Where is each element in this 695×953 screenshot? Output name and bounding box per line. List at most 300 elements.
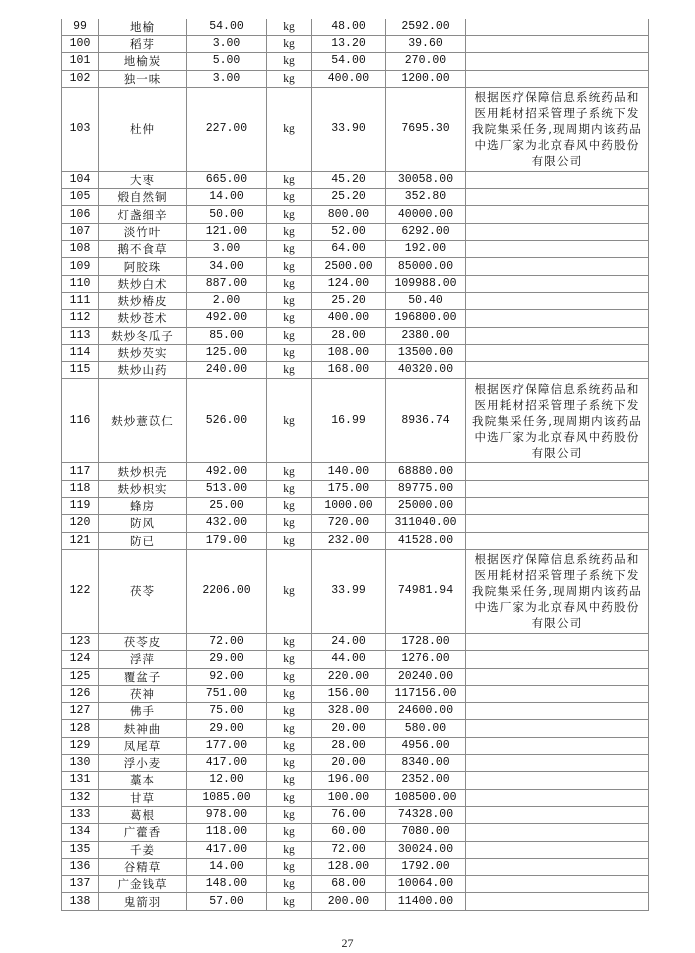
quantity-cell: 34.00 [187, 258, 267, 275]
unit-price-cell: 156.00 [312, 685, 386, 702]
herb-name-cell: 麸神曲 [99, 720, 187, 737]
unit-cell: kg [267, 292, 312, 309]
unit-cell: kg [267, 258, 312, 275]
unit-cell: kg [267, 189, 312, 206]
quantity-cell: 148.00 [187, 876, 267, 893]
table-row [62, 685, 649, 702]
unit-cell: kg [267, 703, 312, 720]
unit-cell: kg [267, 463, 312, 480]
row-number-cell: 101 [62, 53, 99, 70]
quantity-cell: 54.00 [187, 19, 267, 36]
herb-name-cell: 灯盏细辛 [99, 206, 187, 223]
quantity-cell: 887.00 [187, 275, 267, 292]
quantity-cell: 3.00 [187, 241, 267, 258]
unit-cell: kg [267, 876, 312, 893]
unit-cell: kg [267, 206, 312, 223]
unit-cell: kg [267, 806, 312, 823]
table-row [62, 310, 649, 327]
unit-cell: kg [267, 532, 312, 549]
row-number-cell: 116 [62, 379, 99, 463]
quantity-cell: 125.00 [187, 344, 267, 361]
amount-cell: 8936.74 [386, 379, 466, 463]
unit-cell: kg [267, 362, 312, 379]
unit-price-cell: 2500.00 [312, 258, 386, 275]
amount-cell: 50.40 [386, 292, 466, 309]
row-number-cell: 134 [62, 824, 99, 841]
quantity-cell: 665.00 [187, 171, 267, 188]
remark-cell [466, 223, 649, 240]
quantity-cell: 118.00 [187, 824, 267, 841]
row-number-cell: 103 [62, 87, 99, 171]
herb-name-cell: 蜂房 [99, 498, 187, 515]
amount-cell: 4956.00 [386, 737, 466, 754]
herb-name-cell: 煅自然铜 [99, 189, 187, 206]
table-row [62, 824, 649, 841]
quantity-cell: 513.00 [187, 480, 267, 497]
unit-cell: kg [267, 87, 312, 171]
remark-cell [466, 720, 649, 737]
amount-cell: 109988.00 [386, 275, 466, 292]
quantity-cell: 177.00 [187, 737, 267, 754]
quantity-cell: 57.00 [187, 893, 267, 910]
amount-cell: 39.60 [386, 36, 466, 53]
herb-name-cell: 覆盆子 [99, 668, 187, 685]
table-row [62, 241, 649, 258]
remark-cell [466, 19, 649, 36]
row-number-cell: 114 [62, 344, 99, 361]
amount-cell: 74981.94 [386, 549, 466, 633]
table-row [62, 789, 649, 806]
herb-name-cell: 地榆炭 [99, 53, 187, 70]
unit-cell: kg [267, 755, 312, 772]
unit-price-cell: 45.20 [312, 171, 386, 188]
remark-cell [466, 651, 649, 668]
amount-cell: 6292.00 [386, 223, 466, 240]
quantity-cell: 25.00 [187, 498, 267, 515]
amount-cell: 270.00 [386, 53, 466, 70]
remark-cell [466, 53, 649, 70]
amount-cell: 2592.00 [386, 19, 466, 36]
quantity-cell: 3.00 [187, 70, 267, 87]
table-row [62, 515, 649, 532]
quantity-cell: 492.00 [187, 310, 267, 327]
table-row [62, 755, 649, 772]
table-row [62, 876, 649, 893]
row-number-cell: 119 [62, 498, 99, 515]
quantity-cell: 417.00 [187, 841, 267, 858]
amount-cell: 40000.00 [386, 206, 466, 223]
quantity-cell: 3.00 [187, 36, 267, 53]
herb-name-cell: 防风 [99, 515, 187, 532]
unit-cell: kg [267, 549, 312, 633]
herb-name-cell: 甘草 [99, 789, 187, 806]
row-number-cell: 133 [62, 806, 99, 823]
row-number-cell: 128 [62, 720, 99, 737]
herb-name-cell: 麸炒冬瓜子 [99, 327, 187, 344]
table-row [62, 858, 649, 875]
unit-cell: kg [267, 171, 312, 188]
herb-name-cell: 茯苓皮 [99, 633, 187, 650]
amount-cell: 74328.00 [386, 806, 466, 823]
row-number-cell: 137 [62, 876, 99, 893]
herb-name-cell: 藁本 [99, 772, 187, 789]
unit-price-cell: 72.00 [312, 841, 386, 858]
quantity-cell: 14.00 [187, 189, 267, 206]
unit-price-cell: 720.00 [312, 515, 386, 532]
unit-cell: kg [267, 720, 312, 737]
table-row [62, 362, 649, 379]
amount-cell: 30058.00 [386, 171, 466, 188]
herb-name-cell: 麸炒苍术 [99, 310, 187, 327]
unit-price-cell: 328.00 [312, 703, 386, 720]
row-number-cell: 136 [62, 858, 99, 875]
remark-cell [466, 275, 649, 292]
unit-price-cell: 25.20 [312, 189, 386, 206]
unit-price-cell: 28.00 [312, 327, 386, 344]
remark-cell [466, 893, 649, 910]
quantity-cell: 2.00 [187, 292, 267, 309]
unit-price-cell: 220.00 [312, 668, 386, 685]
unit-price-cell: 20.00 [312, 755, 386, 772]
row-number-cell: 104 [62, 171, 99, 188]
amount-cell: 2352.00 [386, 772, 466, 789]
remark-cell [466, 480, 649, 497]
row-number-cell: 125 [62, 668, 99, 685]
herb-name-cell: 麸炒白术 [99, 275, 187, 292]
amount-cell: 352.80 [386, 189, 466, 206]
unit-price-cell: 64.00 [312, 241, 386, 258]
quantity-cell: 978.00 [187, 806, 267, 823]
herb-name-cell: 大枣 [99, 171, 187, 188]
herb-name-cell: 浮小麦 [99, 755, 187, 772]
quantity-cell: 417.00 [187, 755, 267, 772]
unit-price-cell: 175.00 [312, 480, 386, 497]
amount-cell: 68880.00 [386, 463, 466, 480]
row-number-cell: 127 [62, 703, 99, 720]
table-row [62, 480, 649, 497]
unit-cell: kg [267, 480, 312, 497]
herb-name-cell: 防已 [99, 532, 187, 549]
unit-price-cell: 108.00 [312, 344, 386, 361]
herb-name-cell: 麸炒山药 [99, 362, 187, 379]
remark-cell [466, 806, 649, 823]
table-row [62, 772, 649, 789]
herb-name-cell: 葛根 [99, 806, 187, 823]
row-number-cell: 113 [62, 327, 99, 344]
row-number-cell: 108 [62, 241, 99, 258]
table-row [62, 206, 649, 223]
row-number-cell: 132 [62, 789, 99, 806]
remark-cell [466, 858, 649, 875]
unit-price-cell: 33.90 [312, 87, 386, 171]
table-row [62, 171, 649, 188]
quantity-cell: 240.00 [187, 362, 267, 379]
unit-cell: kg [267, 651, 312, 668]
unit-price-cell: 200.00 [312, 893, 386, 910]
remark-cell [466, 498, 649, 515]
remark-cell [466, 463, 649, 480]
row-number-cell: 121 [62, 532, 99, 549]
remark-cell [466, 772, 649, 789]
herb-name-cell: 鹅不食草 [99, 241, 187, 258]
amount-cell: 89775.00 [386, 480, 466, 497]
remark-cell [466, 737, 649, 754]
row-number-cell: 111 [62, 292, 99, 309]
remark-cell [466, 310, 649, 327]
quantity-cell: 14.00 [187, 858, 267, 875]
unit-cell: kg [267, 789, 312, 806]
table-row [62, 703, 649, 720]
unit-cell: kg [267, 310, 312, 327]
unit-cell: kg [267, 737, 312, 754]
unit-price-cell: 400.00 [312, 310, 386, 327]
row-number-cell: 118 [62, 480, 99, 497]
unit-price-cell: 168.00 [312, 362, 386, 379]
quantity-cell: 492.00 [187, 463, 267, 480]
quantity-cell: 227.00 [187, 87, 267, 171]
remark-cell [466, 789, 649, 806]
remark-cell [466, 206, 649, 223]
row-number-cell: 105 [62, 189, 99, 206]
amount-cell: 1728.00 [386, 633, 466, 650]
table-row [62, 19, 649, 36]
herb-name-cell: 麸炒枳壳 [99, 463, 187, 480]
page-number: 27 [341, 936, 354, 950]
herb-name-cell: 浮萍 [99, 651, 187, 668]
table-row [62, 893, 649, 910]
unit-price-cell: 124.00 [312, 275, 386, 292]
unit-price-cell: 68.00 [312, 876, 386, 893]
herb-name-cell: 广金钱草 [99, 876, 187, 893]
table-row [62, 189, 649, 206]
quantity-cell: 50.00 [187, 206, 267, 223]
herb-name-cell: 阿胶珠 [99, 258, 187, 275]
row-number-cell: 117 [62, 463, 99, 480]
amount-cell: 196800.00 [386, 310, 466, 327]
quantity-cell: 751.00 [187, 685, 267, 702]
unit-price-cell: 20.00 [312, 720, 386, 737]
unit-price-cell: 400.00 [312, 70, 386, 87]
table-row [62, 275, 649, 292]
table-row [62, 633, 649, 650]
remark-cell [466, 703, 649, 720]
table-row [62, 806, 649, 823]
remark-cell [466, 841, 649, 858]
herb-name-cell: 淡竹叶 [99, 223, 187, 240]
herb-name-cell: 杜仲 [99, 87, 187, 171]
unit-price-cell: 28.00 [312, 737, 386, 754]
unit-price-cell: 33.99 [312, 549, 386, 633]
amount-cell: 20240.00 [386, 668, 466, 685]
unit-price-cell: 60.00 [312, 824, 386, 841]
amount-cell: 40320.00 [386, 362, 466, 379]
table-row [62, 53, 649, 70]
remark-cell [466, 258, 649, 275]
remark-cell [466, 668, 649, 685]
amount-cell: 30024.00 [386, 841, 466, 858]
table-row [62, 292, 649, 309]
quantity-cell: 92.00 [187, 668, 267, 685]
amount-cell: 10064.00 [386, 876, 466, 893]
row-number-cell: 138 [62, 893, 99, 910]
unit-price-cell: 16.99 [312, 379, 386, 463]
unit-cell: kg [267, 772, 312, 789]
quantity-cell: 72.00 [187, 633, 267, 650]
row-number-cell: 107 [62, 223, 99, 240]
table-row [62, 668, 649, 685]
unit-price-cell: 232.00 [312, 532, 386, 549]
table-row [62, 651, 649, 668]
amount-cell: 24600.00 [386, 703, 466, 720]
row-number-cell: 126 [62, 685, 99, 702]
unit-price-cell: 1000.00 [312, 498, 386, 515]
amount-cell: 41528.00 [386, 532, 466, 549]
amount-cell: 117156.00 [386, 685, 466, 702]
amount-cell: 7080.00 [386, 824, 466, 841]
amount-cell: 2380.00 [386, 327, 466, 344]
table-row [62, 463, 649, 480]
amount-cell: 192.00 [386, 241, 466, 258]
amount-cell: 580.00 [386, 720, 466, 737]
unit-price-cell: 25.20 [312, 292, 386, 309]
remark-cell [466, 362, 649, 379]
table-body [62, 19, 649, 910]
remark-cell [466, 327, 649, 344]
table-row [62, 841, 649, 858]
table-row [62, 737, 649, 754]
remark-cell: 根据医疗保障信息系统药品和医用耗材招采管理子系统下发我院集采任务,现周期内该药品中选厂家为北京春风中药股份有限公司 [466, 549, 649, 633]
quantity-cell: 179.00 [187, 532, 267, 549]
remark-cell [466, 633, 649, 650]
row-number-cell: 135 [62, 841, 99, 858]
row-number-cell: 131 [62, 772, 99, 789]
table-row [62, 36, 649, 53]
quantity-cell: 29.00 [187, 651, 267, 668]
unit-cell: kg [267, 379, 312, 463]
remark-cell [466, 36, 649, 53]
unit-cell: kg [267, 275, 312, 292]
row-number-cell: 120 [62, 515, 99, 532]
unit-cell: kg [267, 70, 312, 87]
quantity-cell: 2206.00 [187, 549, 267, 633]
remark-cell [466, 241, 649, 258]
amount-cell: 13500.00 [386, 344, 466, 361]
herb-name-cell: 麸炒椿皮 [99, 292, 187, 309]
unit-cell: kg [267, 858, 312, 875]
unit-cell: kg [267, 824, 312, 841]
unit-price-cell: 196.00 [312, 772, 386, 789]
unit-price-cell: 24.00 [312, 633, 386, 650]
row-number-cell: 115 [62, 362, 99, 379]
unit-cell: kg [267, 241, 312, 258]
row-number-cell: 129 [62, 737, 99, 754]
unit-cell: kg [267, 327, 312, 344]
remark-cell [466, 189, 649, 206]
table-row [62, 344, 649, 361]
row-number-cell: 102 [62, 70, 99, 87]
table-row [62, 498, 649, 515]
row-number-cell: 109 [62, 258, 99, 275]
row-number-cell: 130 [62, 755, 99, 772]
amount-cell: 7695.30 [386, 87, 466, 171]
remark-cell: 根据医疗保障信息系统药品和医用耗材招采管理子系统下发我院集采任务,现周期内该药品中选厂家为北京春风中药股份有限公司 [466, 87, 649, 171]
unit-price-cell: 76.00 [312, 806, 386, 823]
row-number-cell: 100 [62, 36, 99, 53]
amount-cell: 11400.00 [386, 893, 466, 910]
table-row [62, 379, 649, 463]
amount-cell: 85000.00 [386, 258, 466, 275]
row-number-cell: 122 [62, 549, 99, 633]
quantity-cell: 121.00 [187, 223, 267, 240]
unit-price-cell: 140.00 [312, 463, 386, 480]
amount-cell: 1276.00 [386, 651, 466, 668]
herb-name-cell: 广藿香 [99, 824, 187, 841]
remark-cell [466, 292, 649, 309]
amount-cell: 108500.00 [386, 789, 466, 806]
amount-cell: 1792.00 [386, 858, 466, 875]
herb-name-cell: 麸炒芡实 [99, 344, 187, 361]
herb-name-cell: 鬼箭羽 [99, 893, 187, 910]
unit-cell: kg [267, 893, 312, 910]
herb-name-cell: 麸炒薏苡仁 [99, 379, 187, 463]
amount-cell: 25000.00 [386, 498, 466, 515]
herb-name-cell: 茯神 [99, 685, 187, 702]
quantity-cell: 1085.00 [187, 789, 267, 806]
unit-price-cell: 100.00 [312, 789, 386, 806]
herb-name-cell: 凤尾草 [99, 737, 187, 754]
remark-cell [466, 876, 649, 893]
quantity-cell: 75.00 [187, 703, 267, 720]
table-row [62, 87, 649, 171]
unit-cell: kg [267, 685, 312, 702]
table-row [62, 549, 649, 633]
unit-price-cell: 52.00 [312, 223, 386, 240]
row-number-cell: 124 [62, 651, 99, 668]
unit-price-cell: 54.00 [312, 53, 386, 70]
unit-cell: kg [267, 515, 312, 532]
table-row [62, 258, 649, 275]
herb-name-cell: 茯苓 [99, 549, 187, 633]
herb-name-cell: 谷精草 [99, 858, 187, 875]
remark-cell [466, 171, 649, 188]
table-row [62, 720, 649, 737]
row-number-cell: 123 [62, 633, 99, 650]
row-number-cell: 99 [62, 19, 99, 36]
quantity-cell: 526.00 [187, 379, 267, 463]
unit-price-cell: 800.00 [312, 206, 386, 223]
remark-cell [466, 515, 649, 532]
remark-cell [466, 344, 649, 361]
unit-cell: kg [267, 668, 312, 685]
remark-cell [466, 70, 649, 87]
herb-name-cell: 麸炒枳实 [99, 480, 187, 497]
remark-cell: 根据医疗保障信息系统药品和医用耗材招采管理子系统下发我院集采任务,现周期内该药品中选厂家为北京春风中药股份有限公司 [466, 379, 649, 463]
unit-cell: kg [267, 633, 312, 650]
amount-cell: 8340.00 [386, 755, 466, 772]
quantity-cell: 29.00 [187, 720, 267, 737]
unit-price-cell: 128.00 [312, 858, 386, 875]
quantity-cell: 432.00 [187, 515, 267, 532]
unit-cell: kg [267, 19, 312, 36]
unit-price-cell: 48.00 [312, 19, 386, 36]
herb-name-cell: 地榆 [99, 19, 187, 36]
amount-cell: 1200.00 [386, 70, 466, 87]
herb-name-cell: 千姜 [99, 841, 187, 858]
remark-cell [466, 532, 649, 549]
table-row [62, 327, 649, 344]
unit-cell: kg [267, 344, 312, 361]
remark-cell [466, 685, 649, 702]
